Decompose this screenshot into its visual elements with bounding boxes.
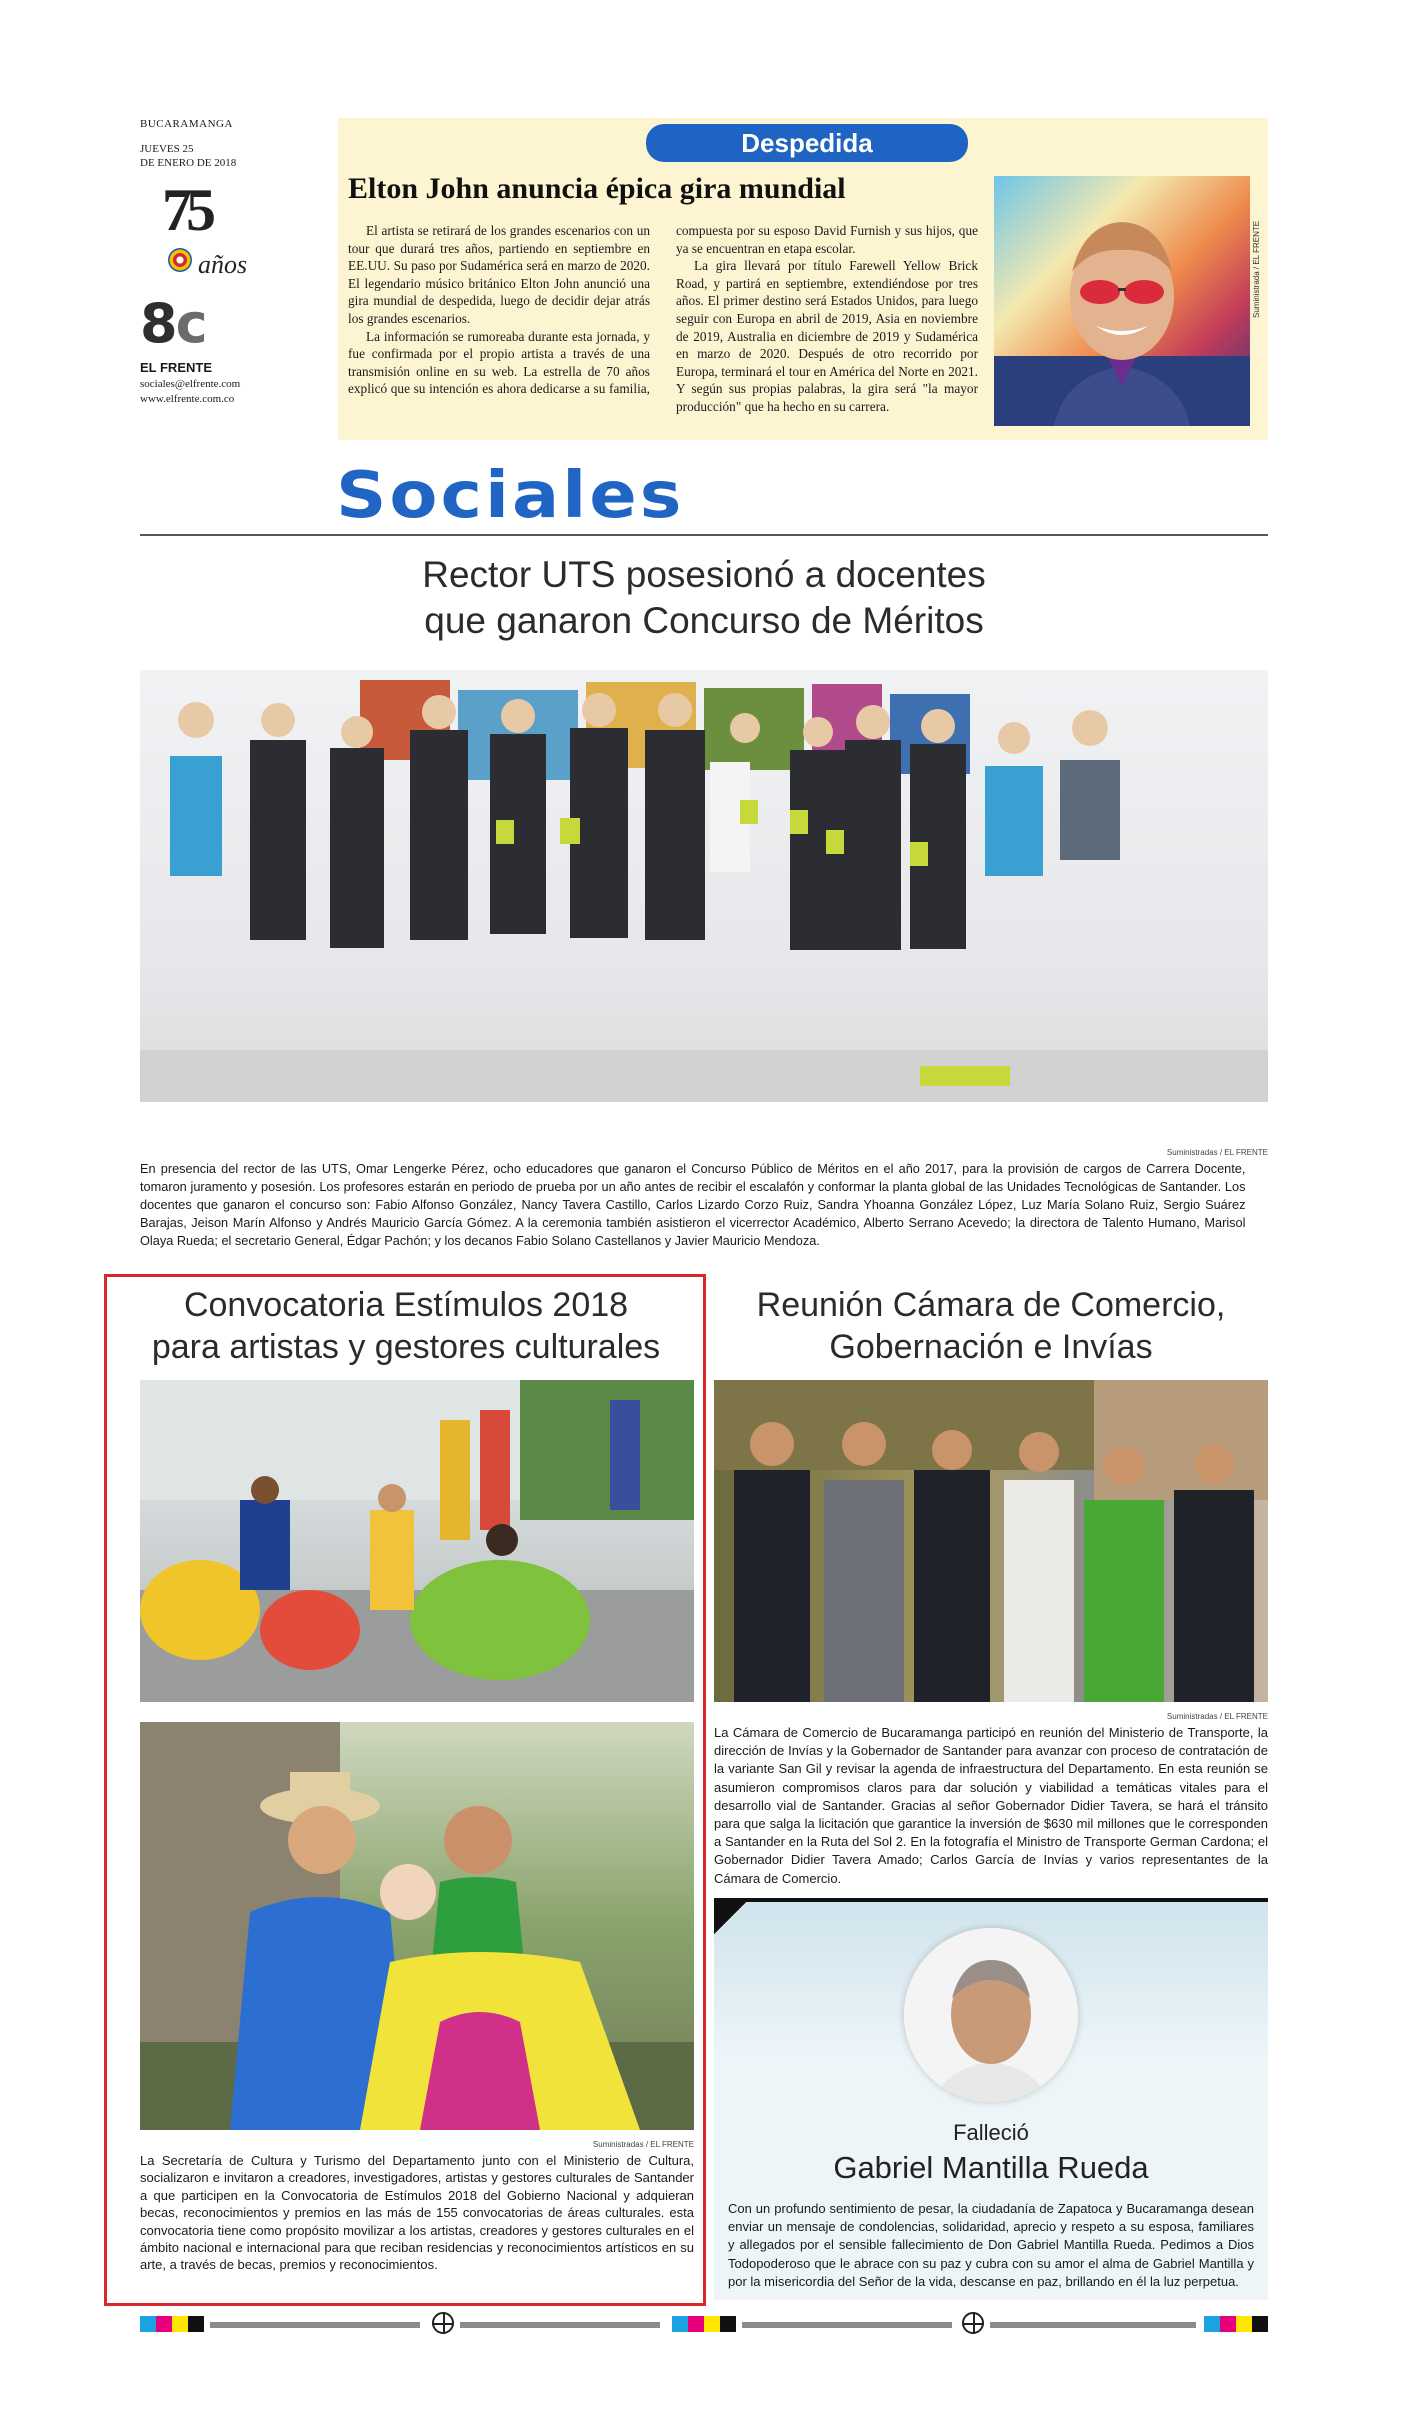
anniversary-word: años: [198, 250, 248, 279]
mourning-line: [714, 1898, 1268, 1902]
brand-name: EL FRENTE: [140, 360, 212, 375]
section-title: Sociales: [336, 457, 685, 533]
date-line-1: JUEVES 25: [140, 143, 194, 155]
register-gray-line: [742, 2322, 952, 2328]
anniversary-digits: 75: [162, 177, 210, 243]
convocatoria-title: [120, 1284, 692, 1368]
convocatoria-title-line-2: para artistas y gestores culturales: [151, 1328, 661, 1366]
contact-email[interactable]: sociales@elfrente.com: [140, 378, 241, 390]
anniversary-logo: [140, 176, 250, 286]
elton-john-box: [338, 118, 1268, 440]
mourning-ribbon-icon: [714, 1898, 750, 1934]
kicker-badge: Despedida: [646, 124, 968, 162]
color-register-bar: [672, 2316, 736, 2332]
elton-headline: Elton John anuncia épica gira mundial: [348, 172, 846, 205]
contact-info: [140, 377, 310, 407]
date-line-2: DE ENERO DE 2018: [140, 157, 237, 169]
camara-title-line-2: Gobernación e Invías: [829, 1328, 1153, 1366]
elton-paragraph: La información se rumoreaba durante esta jornada, y fue confirmada por el propio artista a través de una transmisión online en su web. La estrella de 70 años explicó que su intención es ahora dedicarse a su familia, compuesta por su esposo David Furnish y sus hijos, que ya se encuentran en etapa escolar.: [348, 223, 978, 397]
obituary-name: Gabriel Mantilla Rueda: [833, 2150, 1149, 2185]
register-gray-line: [990, 2322, 1196, 2328]
color-register-bar: [140, 2316, 204, 2332]
uts-group-photo: [140, 670, 1268, 1102]
elton-john-photo: [994, 176, 1250, 426]
register-gray-line: [460, 2322, 660, 2328]
main-caption: En presencia del rector de las UTS, Omar Lengerke Pérez, ocho educadores que ganaron el Concurso Público de Méritos en el año 2017, para la provisión de cargos de Carrera Docente, tomaron juramento y posesión. Los profesores estarán en periodo de prueba por un año antes de recibir el escalafón y conformar la planta global de las Unidades Tecnológicas de Santander. Los docentes que ganaron el concurso son: Fabio Alfonso González, Nancy Tavera Castillo, Carlos Lizardo Corzo Ruiz, Sandra Yhoanna González López, Luz María Solano Ruiz, Sergio Suárez Barajas, Jeison Marín Alfonso y Andrés Mauricio García Gómez. A la ceremonia también asistieron el vicerrector Académico, Alberto Serrano Acevedo; la directora de Talento Humano, Marisol Olaya Rueda; el secretario General, Édgar Pachón; y los decanos Fabio Solano Castellanos y Javier Mauricio Mendoza.: [140, 1161, 1246, 1248]
contact-website[interactable]: www.elfrente.com.co: [140, 393, 235, 405]
camara-title-line-1: Reunión Cámara de Comercio,: [756, 1286, 1226, 1324]
camara-photo-credit: Suministradas / EL FRENTE: [1166, 1712, 1268, 1721]
main-title-line-1: Rector UTS posesionó a docentes: [422, 554, 986, 595]
crosshair-icon: [432, 2312, 454, 2334]
main-title-line-2: que ganaron Concurso de Méritos: [424, 600, 984, 641]
page-number-digit: 8: [140, 292, 176, 355]
main-story-title: [140, 552, 1268, 644]
elton-paragraph: La gira llevará por título Farewell Yellow Brick Road, y partirá en septiembre, extendiéndose por tres años. El primer destino será Estados Unidos, para luego seguir con Europa en abril de 2019, Asia en noviembre de 2019, Australia en diciembre de 2019 y Sudamérica en marzo de 2020. Después de otro recorrido por Europa, terminará el tour en América del Norte en 2021. Y según sus propias palabras, la gira será "la mayor producción" que ha hecho en su carrera.: [676, 258, 978, 414]
register-gray-line: [210, 2322, 420, 2328]
obituary-text: Con un profundo sentimiento de pesar, la ciudadanía de Zapatoca y Bucaramanga desean enviar un mensaje de condolencias, solidaridad, aprecio y respeto a su esposa, familiares y allegados por el sensible fallecimiento de Don Gabriel Mantilla Rueda. Pedimos a Dios Todopoderoso que le abrace con su paz y cubra con su amor el alma de Gabriel Mantilla y por la misericordia del Señor de la vida, descanse en paz, brillando en él la luz perpetua.: [728, 2201, 1254, 2289]
obituary-box: [714, 1898, 1268, 2300]
obituary-label: Falleció: [953, 2120, 1029, 2145]
issue-date: [140, 142, 310, 170]
color-register-bar: [1204, 2316, 1268, 2332]
convocatoria-title-line-1: Convocatoria Estímulos 2018: [183, 1286, 629, 1324]
section-rule: [140, 534, 1268, 536]
camara-text: La Cámara de Comercio de Bucaramanga participó en reunión del Ministerio de Transporte, la dirección de Invías y la Gobernador de Santander para avanzar con proceso de contratación de la variante San Gil y revisar la agenda de infraestructura del Departamento. En esta reunión se asumieron compromisos claros para dar solución y viabilidad a temáticas vitales para el desarrollo vial de Santander. Gracias al señor Gobernador Didier Tavera, se hará el tránsito para que salga la licitación que garantice la inversión de $630 mil millones que le corresponden a Santander en la Ruta del Sol 2. En la fotografía el Ministro de Transporte German Cardona; el Gobernador Didier Tavera Amado; Carlos García de Invías y varios representantes de la Cámara de Comercio.: [714, 1725, 1268, 1886]
convocatoria-text: La Secretaría de Cultura y Turismo del Departamento junto con el Ministerio de Cultura, socializaron e invitaron a creadores, investigadores, artistas y gestores culturales de Santander a que participen en la Convocatoria de Estímulos 2018 del Gobierno Nacional y adquieran becas, reconocimientos y premios en las más de 155 convocatorias de áreas culturales. esta convocatoria tiene como propósito movilizar a los artistas, creadores y gestores culturales en el ámbito nacional e internacional para que reciban residencias y reconocimientos artísticos en su arte, a través de becas, premios y reconocimientos.: [140, 2153, 694, 2273]
deceased-portrait: [904, 1928, 1078, 2102]
meeting-group-photo: [714, 1380, 1268, 1702]
masthead: [140, 118, 310, 407]
convocatoria-photo-credit: Suministradas / EL FRENTE: [592, 2140, 694, 2149]
cultural-family-photo: [140, 1722, 694, 2130]
crosshair-icon: [962, 2312, 984, 2334]
page-number: [140, 292, 310, 355]
elton-paragraph: El artista se retirará de los grandes escenarios con un tour que durará tres años, partiendo en septiembre en EE.UU. Su paso por Sudamérica será en marzo de 2020. El legendario músico británico Elton John anunció una gira mundial de despedida, luego de decidir dejar atrás los grandes escenarios.: [348, 223, 650, 326]
disc-icon: [168, 248, 192, 272]
elton-body: [348, 222, 978, 416]
city-label: BUCARAMANGA: [140, 118, 233, 130]
page-section-letter: c: [175, 292, 206, 355]
elton-photo-credit: Suministrada / EL FRENTE: [1252, 220, 1261, 318]
dancers-parade-photo: [140, 1380, 694, 1702]
main-photo-credit: Suministradas / EL FRENTE: [1166, 1148, 1268, 1157]
camara-title: [714, 1284, 1268, 1368]
